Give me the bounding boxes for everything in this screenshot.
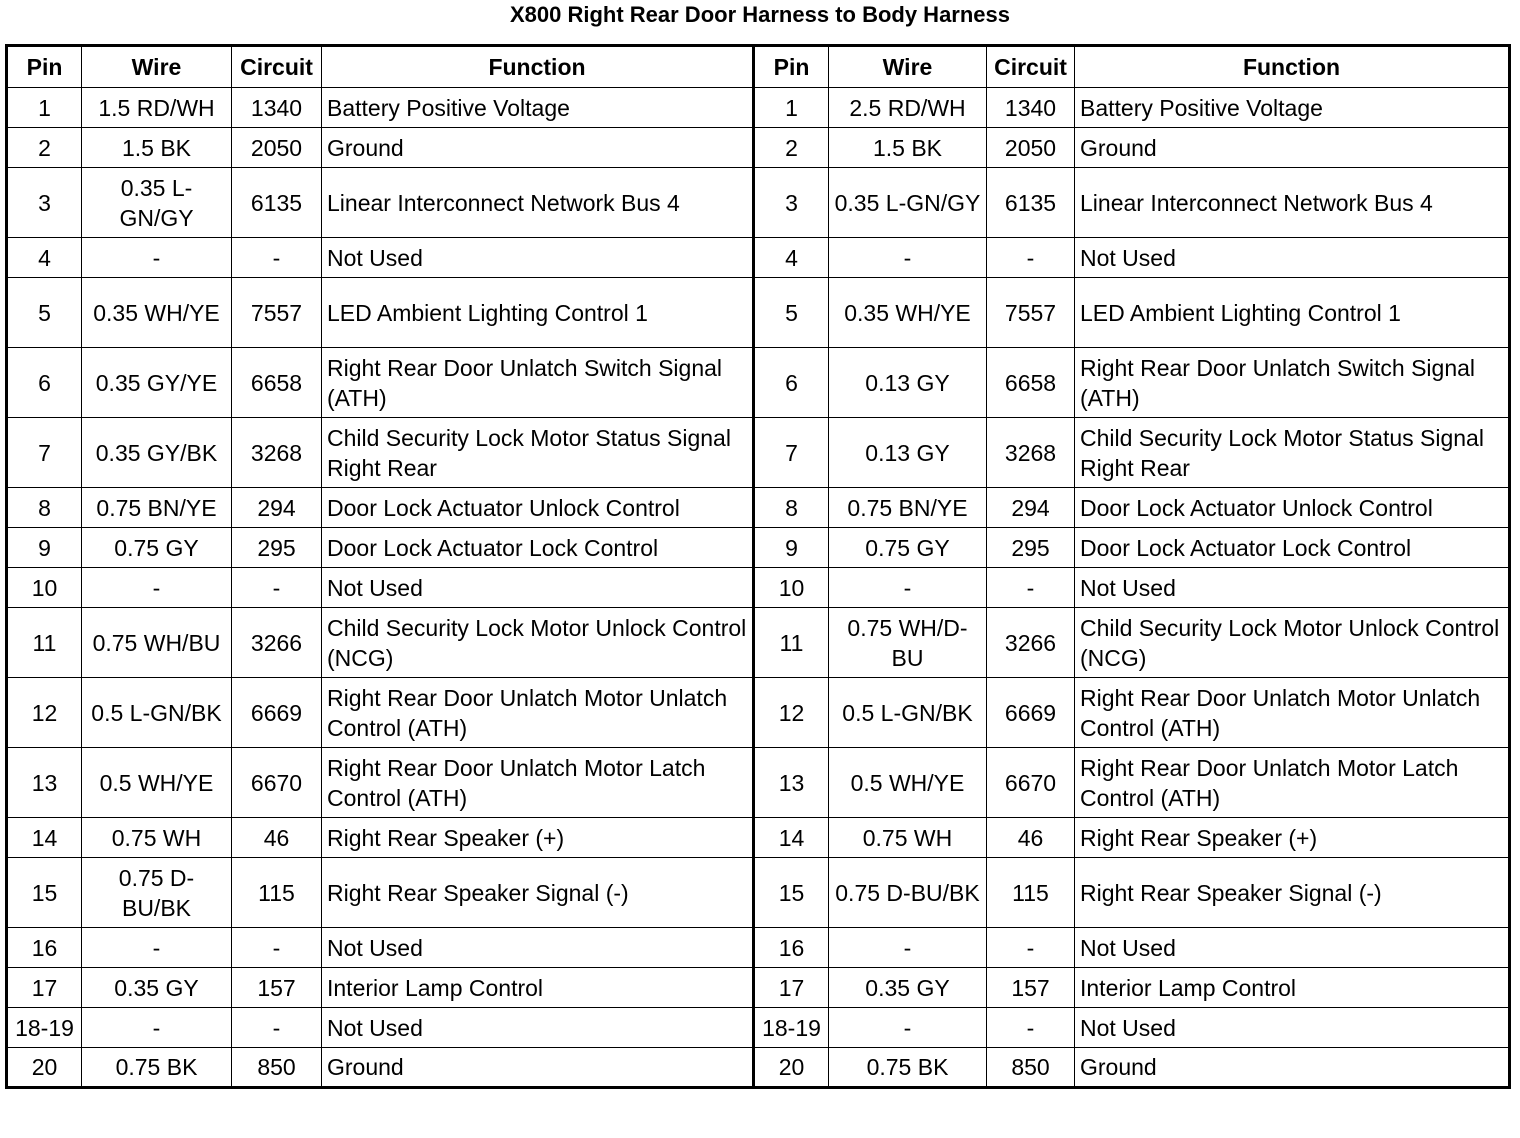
right-function-cell: Right Rear Speaker Signal (-): [1075, 858, 1510, 928]
right-circuit-cell: 850: [987, 1048, 1075, 1088]
left-circuit-cell: 157: [232, 968, 322, 1008]
left-pin-cell: 10: [7, 568, 82, 608]
right-function-cell: Child Security Lock Motor Status Signal Right Rear: [1075, 418, 1510, 488]
left-function-cell: Not Used: [322, 1008, 754, 1048]
right-circuit-cell: 6135: [987, 168, 1075, 238]
left-circuit-cell: 6669: [232, 678, 322, 748]
right-wire-cell: 2.5 RD/WH: [829, 88, 987, 128]
table-row: [7, 88, 1510, 128]
left-circuit-cell: -: [232, 238, 322, 278]
right-function-cell: Right Rear Door Unlatch Switch Signal (ATH): [1075, 348, 1510, 418]
right-pin-cell: 4: [754, 238, 829, 278]
header-pin: Pin: [7, 46, 82, 88]
left-function-cell: Child Security Lock Motor Unlock Control (NCG): [322, 608, 754, 678]
right-function-cell: Not Used: [1075, 928, 1510, 968]
right-circuit-cell: 115: [987, 858, 1075, 928]
right-wire-cell: -: [829, 238, 987, 278]
table-row: [7, 1008, 1510, 1048]
left-pin-cell: 5: [7, 278, 82, 348]
left-circuit-cell: 3268: [232, 418, 322, 488]
right-function-cell: Ground: [1075, 1048, 1510, 1088]
table-row: [7, 858, 1510, 928]
header-function: Function: [322, 46, 754, 88]
table-row: [7, 928, 1510, 968]
right-wire-cell: 0.35 L-GN/GY: [829, 168, 987, 238]
right-wire-cell: 0.13 GY: [829, 418, 987, 488]
table-row: [7, 278, 1510, 348]
right-wire-cell: 1.5 BK: [829, 128, 987, 168]
left-circuit-cell: 7557: [232, 278, 322, 348]
left-circuit-cell: 6658: [232, 348, 322, 418]
left-circuit-cell: 294: [232, 488, 322, 528]
right-circuit-cell: -: [987, 928, 1075, 968]
right-wire-cell: 0.35 WH/YE: [829, 278, 987, 348]
right-circuit-cell: -: [987, 238, 1075, 278]
left-wire-cell: 1.5 RD/WH: [82, 88, 232, 128]
table-row: [7, 528, 1510, 568]
right-wire-cell: 0.75 BK: [829, 1048, 987, 1088]
table-row: [7, 168, 1510, 238]
table-row: [7, 968, 1510, 1008]
right-wire-cell: 0.5 WH/YE: [829, 748, 987, 818]
left-function-cell: Interior Lamp Control: [322, 968, 754, 1008]
left-wire-cell: 0.35 L-GN/GY: [82, 168, 232, 238]
left-circuit-cell: 46: [232, 818, 322, 858]
right-pin-cell: 11: [754, 608, 829, 678]
table-row: [7, 238, 1510, 278]
header-wire: Wire: [829, 46, 987, 88]
right-pin-cell: 12: [754, 678, 829, 748]
right-pin-cell: 3: [754, 168, 829, 238]
right-function-cell: Linear Interconnect Network Bus 4: [1075, 168, 1510, 238]
right-function-cell: Not Used: [1075, 568, 1510, 608]
left-pin-cell: 6: [7, 348, 82, 418]
left-wire-cell: -: [82, 238, 232, 278]
right-function-cell: Child Security Lock Motor Unlock Control (NCG): [1075, 608, 1510, 678]
left-circuit-cell: 3266: [232, 608, 322, 678]
left-wire-cell: 0.35 WH/YE: [82, 278, 232, 348]
left-wire-cell: 0.75 WH/BU: [82, 608, 232, 678]
left-wire-cell: 0.5 WH/YE: [82, 748, 232, 818]
header-row: [7, 46, 1510, 88]
header-wire: Wire: [82, 46, 232, 88]
right-function-cell: Right Rear Door Unlatch Motor Latch Control (ATH): [1075, 748, 1510, 818]
left-pin-cell: 18-19: [7, 1008, 82, 1048]
header-pin: Pin: [754, 46, 829, 88]
left-pin-cell: 15: [7, 858, 82, 928]
header-circuit: Circuit: [232, 46, 322, 88]
left-circuit-cell: -: [232, 1008, 322, 1048]
left-function-cell: Right Rear Speaker Signal (-): [322, 858, 754, 928]
left-function-cell: Right Rear Door Unlatch Switch Signal (ATH): [322, 348, 754, 418]
left-wire-cell: 0.75 GY: [82, 528, 232, 568]
left-wire-cell: 0.75 BK: [82, 1048, 232, 1088]
left-wire-cell: 0.75 D-BU/BK: [82, 858, 232, 928]
right-function-cell: Interior Lamp Control: [1075, 968, 1510, 1008]
left-pin-cell: 9: [7, 528, 82, 568]
right-circuit-cell: -: [987, 1008, 1075, 1048]
left-function-cell: Door Lock Actuator Unlock Control: [322, 488, 754, 528]
left-circuit-cell: 115: [232, 858, 322, 928]
right-wire-cell: 0.75 D-BU/BK: [829, 858, 987, 928]
left-pin-cell: 7: [7, 418, 82, 488]
right-function-cell: Not Used: [1075, 1008, 1510, 1048]
table-row: [7, 418, 1510, 488]
right-pin-cell: 14: [754, 818, 829, 858]
right-circuit-cell: -: [987, 568, 1075, 608]
left-pin-cell: 13: [7, 748, 82, 818]
right-pin-cell: 7: [754, 418, 829, 488]
right-function-cell: Ground: [1075, 128, 1510, 168]
left-function-cell: Not Used: [322, 928, 754, 968]
left-wire-cell: 0.35 GY/YE: [82, 348, 232, 418]
right-pin-cell: 6: [754, 348, 829, 418]
right-function-cell: Right Rear Door Unlatch Motor Unlatch Control (ATH): [1075, 678, 1510, 748]
right-pin-cell: 13: [754, 748, 829, 818]
right-pin-cell: 18-19: [754, 1008, 829, 1048]
left-pin-cell: 1: [7, 88, 82, 128]
right-wire-cell: 0.75 WH: [829, 818, 987, 858]
right-circuit-cell: 3266: [987, 608, 1075, 678]
table-row: [7, 488, 1510, 528]
left-wire-cell: 0.5 L-GN/BK: [82, 678, 232, 748]
left-wire-cell: 0.75 BN/YE: [82, 488, 232, 528]
left-pin-cell: 12: [7, 678, 82, 748]
left-function-cell: Child Security Lock Motor Status Signal Right Rear: [322, 418, 754, 488]
table-row: [7, 128, 1510, 168]
right-function-cell: Not Used: [1075, 238, 1510, 278]
left-function-cell: Right Rear Door Unlatch Motor Unlatch Control (ATH): [322, 678, 754, 748]
left-pin-cell: 11: [7, 608, 82, 678]
right-circuit-cell: 157: [987, 968, 1075, 1008]
left-function-cell: Linear Interconnect Network Bus 4: [322, 168, 754, 238]
left-wire-cell: -: [82, 568, 232, 608]
right-wire-cell: 0.75 WH/D-BU: [829, 608, 987, 678]
right-pin-cell: 10: [754, 568, 829, 608]
table-row: [7, 678, 1510, 748]
left-circuit-cell: 2050: [232, 128, 322, 168]
table-row: [7, 608, 1510, 678]
right-pin-cell: 8: [754, 488, 829, 528]
left-pin-cell: 8: [7, 488, 82, 528]
left-circuit-cell: 6670: [232, 748, 322, 818]
right-circuit-cell: 2050: [987, 128, 1075, 168]
right-circuit-cell: 3268: [987, 418, 1075, 488]
right-wire-cell: 0.13 GY: [829, 348, 987, 418]
right-wire-cell: -: [829, 568, 987, 608]
right-function-cell: Battery Positive Voltage: [1075, 88, 1510, 128]
left-circuit-cell: -: [232, 568, 322, 608]
right-circuit-cell: 46: [987, 818, 1075, 858]
left-circuit-cell: 295: [232, 528, 322, 568]
table-row: [7, 348, 1510, 418]
right-function-cell: Door Lock Actuator Unlock Control: [1075, 488, 1510, 528]
right-wire-cell: 0.35 GY: [829, 968, 987, 1008]
right-wire-cell: 0.75 GY: [829, 528, 987, 568]
left-circuit-cell: 6135: [232, 168, 322, 238]
left-pin-cell: 17: [7, 968, 82, 1008]
header-circuit: Circuit: [987, 46, 1075, 88]
left-function-cell: LED Ambient Lighting Control 1: [322, 278, 754, 348]
right-pin-cell: 2: [754, 128, 829, 168]
left-function-cell: Ground: [322, 128, 754, 168]
left-function-cell: Not Used: [322, 568, 754, 608]
left-wire-cell: -: [82, 1008, 232, 1048]
left-wire-cell: 1.5 BK: [82, 128, 232, 168]
right-pin-cell: 17: [754, 968, 829, 1008]
left-circuit-cell: 850: [232, 1048, 322, 1088]
table-row: [7, 748, 1510, 818]
right-function-cell: LED Ambient Lighting Control 1: [1075, 278, 1510, 348]
table-row: [7, 818, 1510, 858]
right-pin-cell: 15: [754, 858, 829, 928]
right-wire-cell: 0.5 L-GN/BK: [829, 678, 987, 748]
left-wire-cell: -: [82, 928, 232, 968]
left-function-cell: Right Rear Door Unlatch Motor Latch Control (ATH): [322, 748, 754, 818]
left-wire-cell: 0.75 WH: [82, 818, 232, 858]
table-row: [7, 1048, 1510, 1088]
left-function-cell: Ground: [322, 1048, 754, 1088]
table-row: [7, 568, 1510, 608]
table-title: X800 Right Rear Door Harness to Body Harness: [509, 2, 1011, 27]
left-pin-cell: 16: [7, 928, 82, 968]
right-pin-cell: 5: [754, 278, 829, 348]
left-pin-cell: 14: [7, 818, 82, 858]
table-body: [7, 88, 1510, 1088]
right-circuit-cell: 6670: [987, 748, 1075, 818]
pinout-table: [5, 44, 1511, 1089]
left-pin-cell: 20: [7, 1048, 82, 1088]
right-pin-cell: 9: [754, 528, 829, 568]
right-circuit-cell: 295: [987, 528, 1075, 568]
right-circuit-cell: 6669: [987, 678, 1075, 748]
right-circuit-cell: 294: [987, 488, 1075, 528]
right-function-cell: Door Lock Actuator Lock Control: [1075, 528, 1510, 568]
right-function-cell: Right Rear Speaker (+): [1075, 818, 1510, 858]
right-pin-cell: 1: [754, 88, 829, 128]
right-wire-cell: -: [829, 1008, 987, 1048]
header-function: Function: [1075, 46, 1510, 88]
right-circuit-cell: 7557: [987, 278, 1075, 348]
left-circuit-cell: 1340: [232, 88, 322, 128]
right-pin-cell: 20: [754, 1048, 829, 1088]
left-function-cell: Not Used: [322, 238, 754, 278]
right-wire-cell: -: [829, 928, 987, 968]
left-pin-cell: 4: [7, 238, 82, 278]
right-circuit-cell: 6658: [987, 348, 1075, 418]
left-function-cell: Right Rear Speaker (+): [322, 818, 754, 858]
left-pin-cell: 3: [7, 168, 82, 238]
right-pin-cell: 16: [754, 928, 829, 968]
left-function-cell: Door Lock Actuator Lock Control: [322, 528, 754, 568]
left-wire-cell: 0.35 GY: [82, 968, 232, 1008]
right-circuit-cell: 1340: [987, 88, 1075, 128]
left-circuit-cell: -: [232, 928, 322, 968]
left-wire-cell: 0.35 GY/BK: [82, 418, 232, 488]
left-pin-cell: 2: [7, 128, 82, 168]
left-function-cell: Battery Positive Voltage: [322, 88, 754, 128]
right-wire-cell: 0.75 BN/YE: [829, 488, 987, 528]
